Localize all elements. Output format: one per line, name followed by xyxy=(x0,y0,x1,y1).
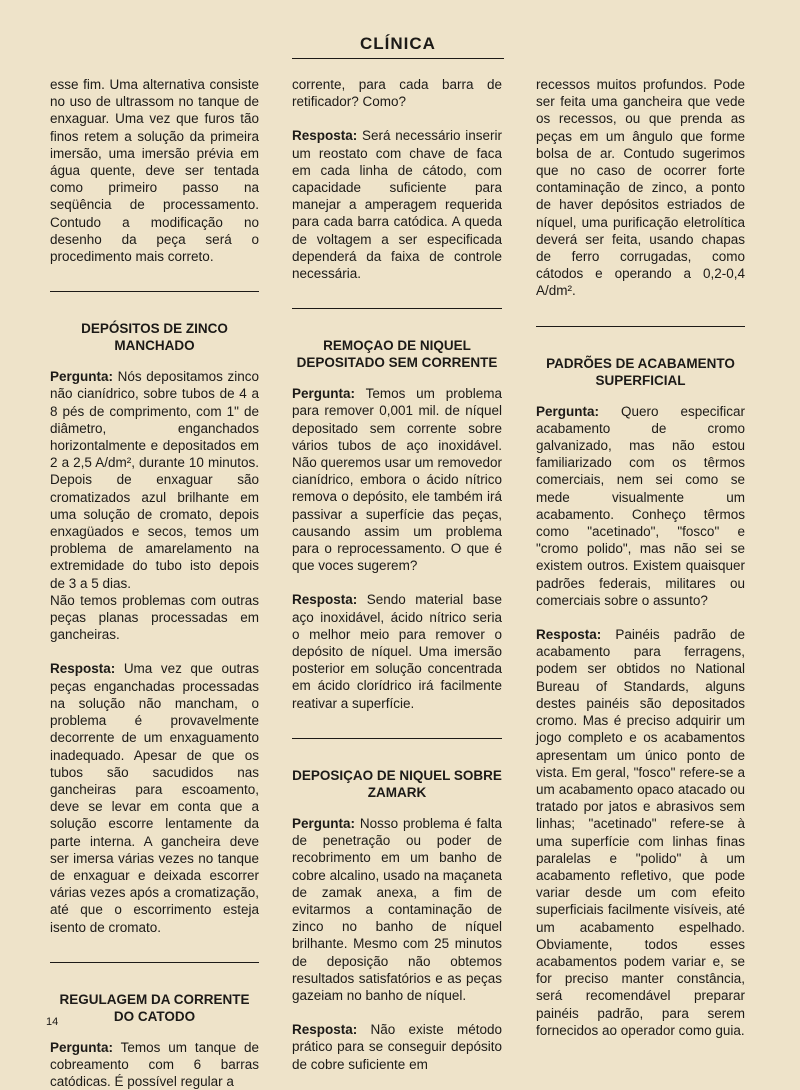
continued-paragraph: recessos muitos profundos. Pode ser feita uma gancheira que vede os recessos, ou que prenda as peças em um ângulo que forme bolsa de ar. Contudo sugerimos que no caso de ocorrer forte contaminação de zinco, a ponto de haver depósitos estriados de níquel, uma purificação eletrolítica deverá ser feita, usando chapas de ferro corrugadas, como cátodos e operando a 0,2-0,4 A/dm². xyxy=(536,77,745,299)
section-title: DEPOSIÇAO DE NIQUEL SOBRE ZAMARK xyxy=(292,767,502,800)
section-title: REMOÇAO DE NIQUEL DEPOSITADO SEM CORRENTE xyxy=(296,338,498,371)
answer-label: Resposta: xyxy=(292,592,358,608)
section-divider xyxy=(50,291,259,292)
answer-text: Painéis padrão de acabamento para ferragens, podem ser obtidos no National Bureau of Standards, alguns destes painéis são depositados cromo. Mas é preciso adquirir um jogo completo e os acabamentos apresentam um único ponto de vista. Em geral, "fosco" refere-se a um acabamento opaco atacado ou tratado por jatos e abrasivos sem linhas; "acetinado" refere-se à uma superfície com linhas finas paralelas e "polido" à um acabamento refletivo, que pode variar desde um com efeito superficiais facilmente visíveis, até um acabamento espelhado. Obviamente, todos esses acabamentos podem variar e, se for preciso manter constância, será recomendável preparar painéis padrão, para serem fornecidos ao operador como guia. xyxy=(536,627,745,1038)
section-header: CLÍNICA xyxy=(360,34,436,53)
question-text: Nós depositamos zinco não cianídrico, sobre tubos de 4 a 8 pés de comprimento, com 1" de diâmetro, enganchados horizontalmente e depositados em 2 a 2,5 A/dm², durante 10 minutos. Depois de enxaguar são cromatizados azul brilhante em uma solução de cromato, depois enxagüados e secos, temos um problema de amarelamento na extremidade do tubo isto depois de 3 a 5 dias. xyxy=(50,369,259,591)
section-title: REGULAGEM DA CORRENTE DO CATODO xyxy=(59,991,250,1024)
answer-label: Resposta: xyxy=(536,627,602,643)
section-divider xyxy=(292,308,502,309)
continued-paragraph: corrente, para cada barra de retificador? Como? xyxy=(292,77,502,110)
question-label: Pergunta: xyxy=(536,403,600,419)
question-label: Pergunta: xyxy=(50,1039,114,1055)
section-title: PADRÕES DE ACABAMENTO SUPERFICIAL xyxy=(546,355,735,388)
answer-text: Sendo material base aço inoxidável, ácido nítrico seria o melhor meio para remover o depósito de níquel. Uma imersão posterior em solução concentrada em ácido clorídrico irá facilmente reativar a superfície. xyxy=(292,592,502,711)
page-number: 14 xyxy=(46,1016,59,1028)
question-text: Quero especificar acabamento de cromo galvanizado, mas não estou familiarizado com os têrmos comerciais, nem sei como se mede visualmente um acabamento. Conheço têrmos como "acetinado", "fosco" e "cromo polido", mas não sei se existem outros. Existem quaisquer padrões federais, militares ou comerciais sobre o assunto? xyxy=(536,403,745,608)
intro-paragraph: esse fim. Uma alternativa consiste no uso de ultrassom no tanque de enxaguar. Uma vez que furos tão finos retem a solução da primeira imersão, uma imersão prévia em água quente, deve ser tentada como primeiro passo na seqüência de processamento. Contudo a modificação no desenho da peça será o procedimento mais correto. xyxy=(50,77,259,265)
answer-label: Resposta: xyxy=(292,128,358,144)
answer-paragraph xyxy=(536,626,745,1039)
question-continuation: Não temos problemas com outras peças planas processadas em gancheiras. xyxy=(50,592,259,643)
question-paragraph xyxy=(292,385,502,574)
section-divider xyxy=(292,738,502,739)
column-1 xyxy=(50,76,259,1090)
answer-paragraph xyxy=(50,660,259,935)
section-title: DEPÓSITOS DE ZINCO MANCHADO xyxy=(81,321,228,354)
answer-paragraph xyxy=(292,127,502,282)
question-label: Pergunta: xyxy=(50,369,114,385)
question-paragraph xyxy=(292,815,502,1004)
column-3 xyxy=(536,76,745,1039)
question-paragraph xyxy=(50,368,259,592)
question-label: Pergunta: xyxy=(292,386,356,402)
answer-paragraph xyxy=(292,1021,502,1073)
question-text: Temos um tanque de cobreamento com 6 barras catódicas. É possível regular a xyxy=(50,1039,259,1090)
answer-text: Será necessário inserir um reostato com chave de faca em cada linha de cátodo, com capacidade suficiente para manejar a amperagem requerida para cada barra catódica. A queda de voltagem a ser especificada dependerá da faixa de controle necessária. xyxy=(292,128,502,282)
question-text: Nosso problema é falta de penetração ou poder de recobrimento em um banho de cobre alcalino, usado na maçaneta de zamak anexa, a fim de evitarmos a contaminação de zinco no banho de níquel brilhante. Mesmo com 25 minutos de deposição não obtemos resultados satisfatórios e as peças gazeiam no banho de níquel. xyxy=(292,815,502,1003)
answer-label: Resposta: xyxy=(292,1022,358,1038)
question-paragraph xyxy=(50,1039,259,1090)
section-divider xyxy=(536,326,745,327)
section-divider xyxy=(50,962,259,963)
header-divider xyxy=(292,58,504,59)
column-2 xyxy=(292,76,502,1073)
answer-paragraph xyxy=(292,591,502,711)
answer-label: Resposta: xyxy=(50,661,116,677)
answer-text: Não existe método prático para se conseguir depósito de cobre suficiente em xyxy=(292,1022,502,1072)
question-paragraph xyxy=(536,403,745,609)
answer-text: Uma vez que outras peças enganchadas processadas na solução não mancham, o problema é provavelmente decorrente de um enxaguamento inadequado. Apesar de que os tubos são sacudidos nas gancheiras para escoamento, deve se levar em conta que a solução escorre lentamente da parte interna. A gancheira deve ser imersa várias vezes no tanque de enxaguar e deixada escorrer várias vezes após a cromatização, até que o escorrimento esteja isento de cromato. xyxy=(50,661,259,935)
question-text: Temos um problema para remover 0,001 mil. de níquel depositado sem corrente sobre vários tubos de aço inoxidável. Não queremos usar um removedor cianídrico, embora o ácido nítrico remova o depósito, ele também irá passivar a superfície das peças, causando assim um problema para o reprocessamento. O que é que voces sugerem? xyxy=(292,386,502,574)
question-label: Pergunta: xyxy=(292,815,356,831)
